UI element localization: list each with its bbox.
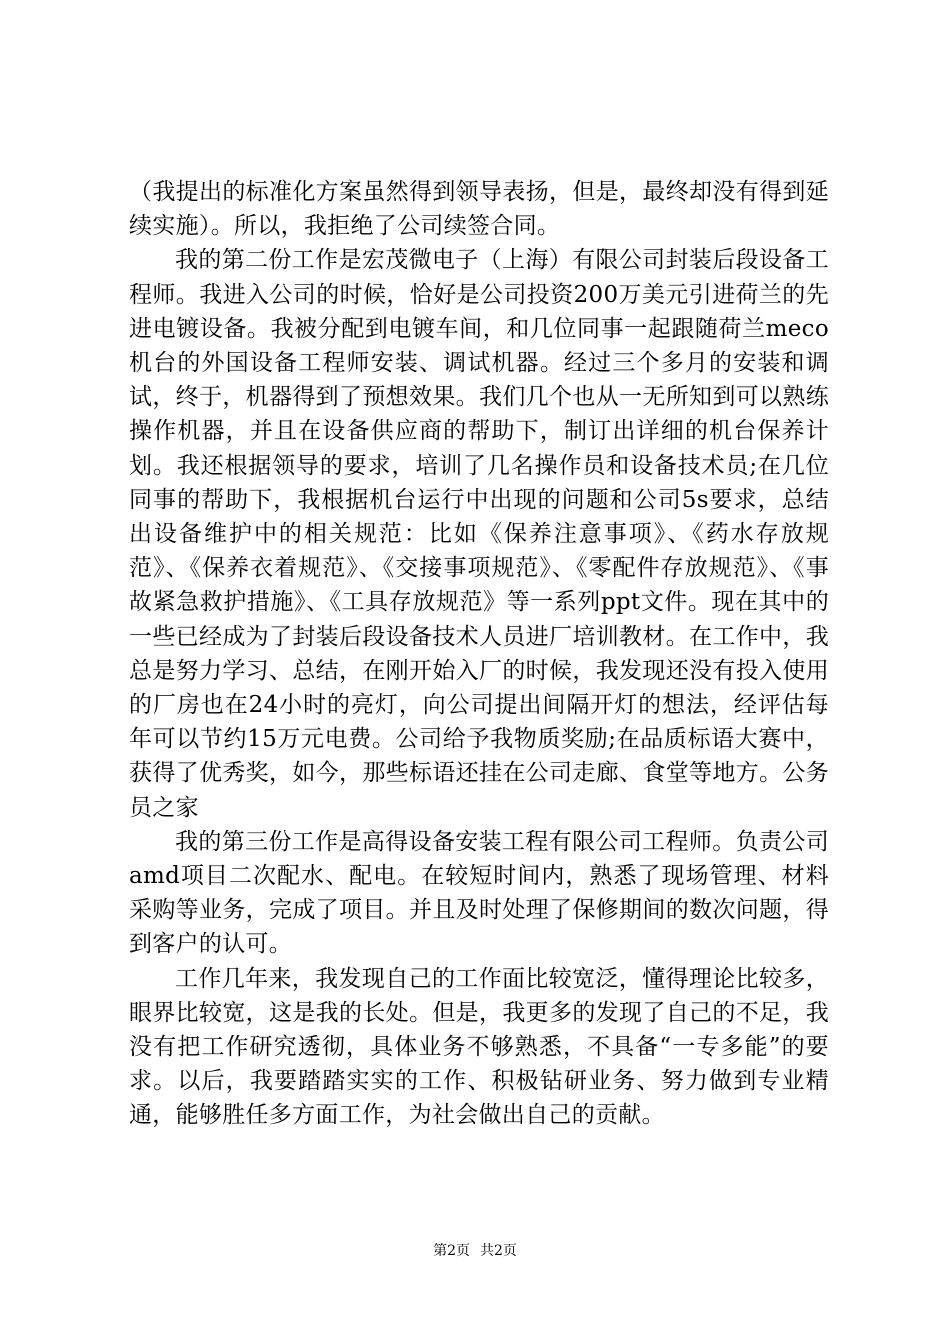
paragraph-second-job: 我的第二份工作是宏茂微电子（上海）有限公司封装后段设备工程师。我进入公司的时候，恰好是公司投资200万美元引进荷兰的先进电镀设备。我被分配到电镀车间，和几位同事一起跟随荷兰meco机台的外国设备工程师安装、调试机器。经过三个多月的安装和调试，终于，机器得到了预想效果。我们几个也从一无所知到可以熟练操作机器，并且在设备供应商的帮助下，制订出详细的机台保养计划。我还根据领导的要求，培训了几名操作员和设备技术员;在几位同事的帮助下，我根据机台运行中出现的问题和公司5s要求，总结出设备维护中的相关规范：比如《保养注意事项》、《药水存放规范》、《保养衣着规范》、《交接事项规范》、《零配件存放规范》、《事故紧急救护措施》、《工具存放规范》等一系列ppt文件。现在其中的一些已经成为了封装后段设备技术人员进厂培训教材。在工作中，我总是努力学习、总结，在刚开始入厂的时候，我发现还没有投入使用的厂房也在24小时的亮灯，向公司提出间隔开灯的想法，经评估每年可以节约15万元电费。公司给予我物质奖励;在品质标语大赛中，获得了优秀奖，如今，那些标语还挂在公司走廊、食堂等地方。公务员之家 [129, 247, 829, 821]
paragraph-continuation: （我提出的标准化方案虽然得到领导表扬，但是，最终却没有得到延续实施）。所以，我拒绝了公司续签合同。 [129, 179, 829, 240]
paragraph-third-job: 我的第三份工作是高得设备安装工程有限公司工程师。负责公司amd项目二次配水、配电。在较短时间内，熟悉了现场管理、材料采购等业务，完成了项目。并且及时处理了保修期间的数次问题，得到客户的认可。 [129, 828, 829, 958]
document-body [129, 175, 829, 1133]
page-total: 共2页 [480, 1243, 517, 1259]
paragraph-conclusion: 工作几年来，我发现自己的工作面比较宽泛，懂得理论比较多，眼界比较宽，这是我的长处。但是，我更多的发现了自己的不足，我没有把工作研究透彻，具体业务不够熟悉，不具备“一专多能”的要求。以后，我要踏踏实实的工作、积极钻研业务、努力做到专业精通，能够胜任多方面工作，为社会做出自己的贡献。 [129, 965, 829, 1129]
page-footer [0, 1241, 950, 1261]
page-number: 第2页 [433, 1243, 470, 1259]
